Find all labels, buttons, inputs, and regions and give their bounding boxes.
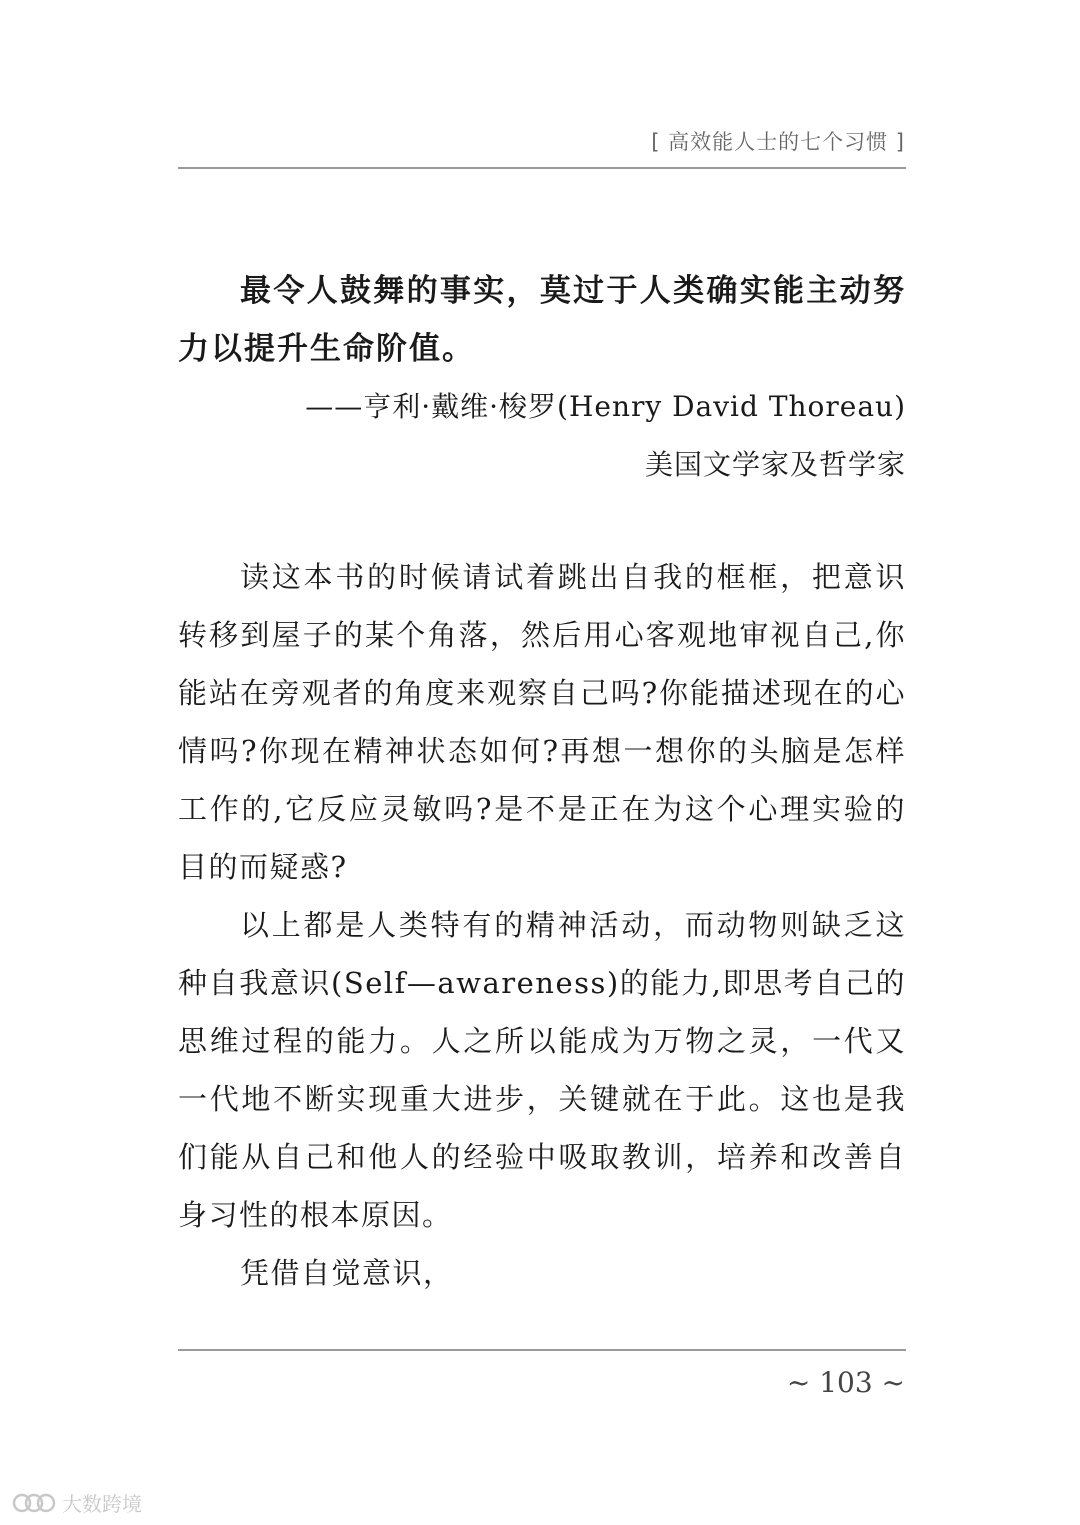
running-title: [ 高效能人士的七个习惯 ]: [651, 130, 905, 154]
header-rule: [178, 167, 906, 169]
epigraph-role: 美国文学家及哲学家: [644, 448, 906, 481]
watermark-text: 大数跨境: [62, 1492, 142, 1516]
page-number: ~ 103 ~: [786, 1366, 905, 1399]
watermark-logo-icon: [12, 1490, 56, 1516]
epigraph: [178, 262, 906, 494]
watermark: [12, 1488, 142, 1517]
paragraph: 凭借自觉意识，: [240, 1256, 454, 1290]
footer-rule: [178, 1349, 906, 1351]
paragraph: 读这本书的时候请试着跳出自我的框框，把意识转移到屋子的某个角落，然后用心客观地审视自己,你能站在旁观者的角度来观察自己吗?你能描述现在的心情吗?你现在精神状态如何?再想一想你的头脑是怎样工作的,它反应灵敏吗?是不是正在为这个心理实验的目的而疑惑?: [178, 560, 906, 884]
paragraph: 以上都是人类特有的精神活动，而动物则缺乏这种自我意识(Self—awareness)的能力,即思考自己的思维过程的能力。人之所以能成为万物之灵，一代又一代地不断实现重大进步，关键就在于此。这也是我们能从自己和他人的经验中吸取教训，培养和改善自身习性的根本原因。: [178, 908, 906, 1232]
body-text: [178, 548, 906, 1302]
epigraph-attribution: ——亨利·戴维·梭罗(Henry David Thoreau): [305, 390, 906, 423]
epigraph-quote: 最令人鼓舞的事实，莫过于人类确实能主动努力以提升生命阶值。: [178, 273, 906, 367]
